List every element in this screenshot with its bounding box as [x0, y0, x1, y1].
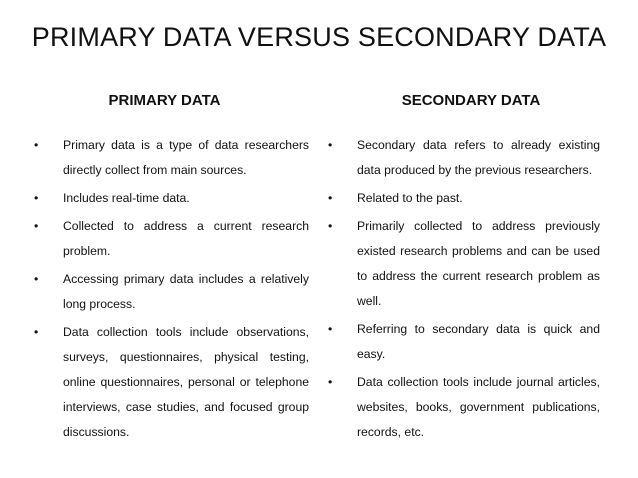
list-item [34, 320, 309, 445]
bullet-icon: • [34, 191, 39, 205]
secondary-data-column [328, 92, 600, 448]
list-item-text: Secondary data refers to already existing data produced by the previous researchers. [357, 138, 600, 177]
list-item-text: Accessing primary data includes a relatively long process. [63, 272, 309, 311]
list-item [328, 186, 600, 211]
list-item-text: Data collection tools include observations, surveys, questionnaires, physical testing, online questionnaires, personal or telephone interviews, case studies, and focused group discussions. [63, 325, 309, 439]
secondary-data-list [328, 133, 600, 445]
list-item-text: Data collection tools include journal articles, websites, books, government publications, records, etc. [357, 375, 600, 439]
primary-data-list [34, 133, 309, 445]
list-item [34, 214, 309, 264]
slide-title: PRIMARY DATA VERSUS SECONDARY DATA [31, 22, 607, 52]
bullet-icon: • [328, 219, 333, 233]
bullet-icon: • [34, 325, 39, 339]
bullet-icon: • [328, 191, 333, 205]
list-item [328, 133, 600, 183]
bullet-icon: • [328, 375, 333, 389]
list-item-text: Related to the past. [357, 191, 463, 205]
primary-data-heading: PRIMARY DATA [108, 92, 221, 109]
bullet-icon: • [34, 219, 39, 233]
list-item [34, 267, 309, 317]
list-item-text: Primarily collected to address previously existed research problems and can be used to address the current research problem as well. [357, 219, 600, 308]
bullet-icon: • [328, 322, 333, 336]
list-item [34, 133, 309, 183]
list-item-text: Primary data is a type of data researchers directly collect from main sources. [63, 138, 309, 177]
list-item [328, 214, 600, 314]
list-item [34, 186, 309, 211]
list-item [328, 370, 600, 445]
secondary-data-heading: SECONDARY DATA [401, 92, 541, 109]
list-item-text: Includes real-time data. [63, 191, 190, 205]
bullet-icon: • [34, 272, 39, 286]
list-item-text: Referring to secondary data is quick and easy. [357, 322, 600, 361]
list-item-text: Collected to address a current research problem. [63, 219, 309, 258]
bullet-icon: • [34, 138, 39, 152]
primary-data-column [34, 92, 309, 448]
list-item [328, 317, 600, 367]
bullet-icon: • [328, 138, 333, 152]
